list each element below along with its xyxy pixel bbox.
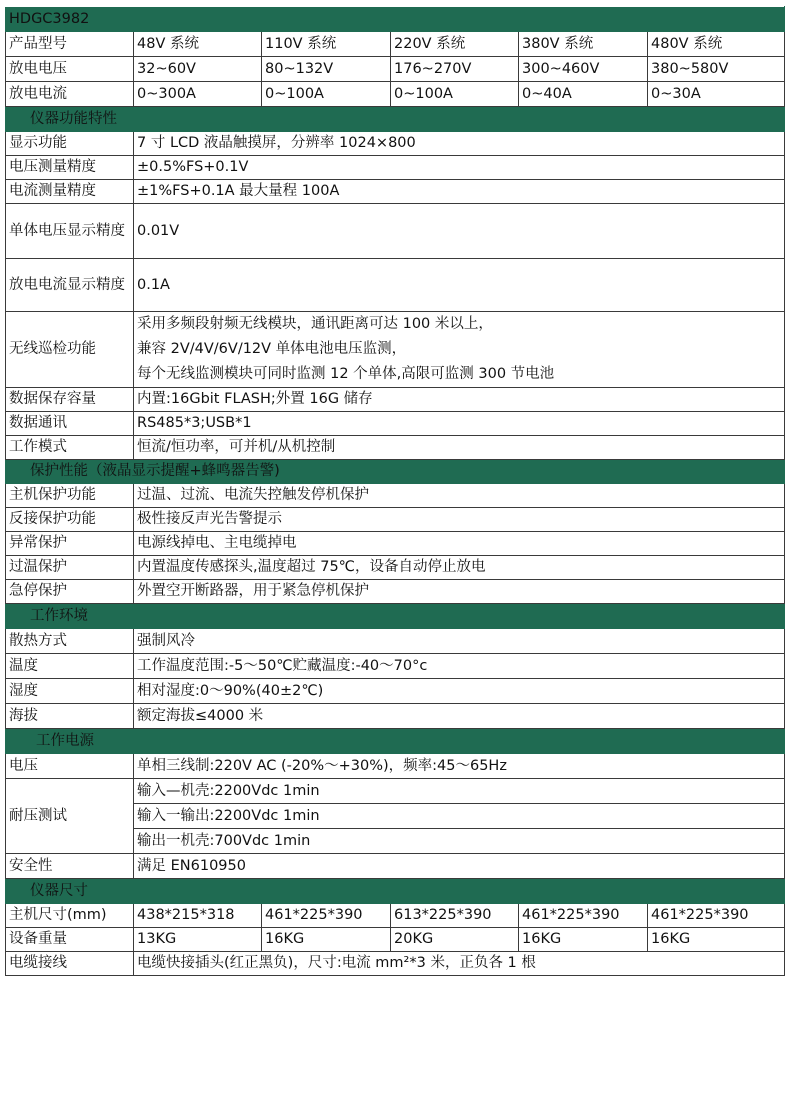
row-label: 异常保护 [6,532,134,556]
row-label: 耐压测试 [6,779,134,854]
cell-value: 461*225*390 [648,904,785,928]
section-header-power [6,729,785,754]
cell-value: 380V 系统 [519,32,648,57]
section-title: 工作环境 [6,604,785,629]
cell-value: 380~580V [648,57,785,82]
table-row [6,654,785,679]
cell-value: 80~132V [262,57,391,82]
cell-value: 16KG [262,928,391,952]
cell-value: 110V 系统 [262,32,391,57]
table-row [6,82,785,107]
section-title: 工作电源 [6,729,785,754]
cell-value: 613*225*390 [391,904,519,928]
row-value: ±1%FS+0.1A 最大量程 100A [134,180,785,204]
cell-value: 461*225*390 [262,904,391,928]
table-row [6,259,785,312]
row-value: 输入—机壳:2200Vdc 1min [134,779,785,804]
row-label: 主机尺寸(mm) [6,904,134,928]
row-value: 强制风冷 [134,629,785,654]
row-label: 电缆接线 [6,952,134,976]
cell-value: 0~100A [391,82,519,107]
table-row [6,854,785,879]
section-header-protection [6,460,785,484]
row-label: 电压 [6,754,134,779]
table-row [6,952,785,976]
row-label: 放电电流显示精度 [6,259,134,312]
row-value: 相对湿度:0～90%(40±2℃) [134,679,785,704]
row-label: 散热方式 [6,629,134,654]
row-label: 反接保护功能 [6,508,134,532]
row-label: 急停保护 [6,580,134,604]
row-value: 极性接反声光告警提示 [134,508,785,532]
row-value: RS485*3;USB*1 [134,412,785,436]
row-value: 工作温度范围:-5～50℃贮藏温度:-40～70°c [134,654,785,679]
table-row [6,904,785,928]
table-row [6,508,785,532]
table-row [6,629,785,654]
table-row [6,57,785,82]
row-value: 0.01V [134,204,785,259]
row-label: 设备重量 [6,928,134,952]
row-label: 显示功能 [6,132,134,156]
cell-value: 220V 系统 [391,32,519,57]
row-label: 放电电压 [6,57,134,82]
row-label: 电流测量精度 [6,180,134,204]
wireless-line: 兼容 2V/4V/6V/12V 单体电池电压监测， [137,341,407,357]
section-header-environment [6,604,785,629]
row-value: 0.1A [134,259,785,312]
row-value: 内置温度传感探头,温度超过 75℃，设备自动停止放电 [134,556,785,580]
table-row [6,484,785,508]
table-row [6,532,785,556]
row-value: 额定海拔≤4000 米 [134,704,785,729]
row-label: 电压测量精度 [6,156,134,180]
row-value [134,312,785,388]
cell-value: 176~270V [391,57,519,82]
table-row [6,779,785,804]
row-label: 主机保护功能 [6,484,134,508]
cell-value: 48V 系统 [134,32,262,57]
cell-value: 20KG [391,928,519,952]
row-value: 电缆快接插头(红正黑负)，尺寸:电流 mm²*3 米，正负各 1 根 [134,952,785,976]
spec-table [5,6,785,976]
table-row [6,204,785,259]
cell-value: 0~300A [134,82,262,107]
model-header-row [6,7,785,32]
wireless-line: 每个无线监测模块可同时监测 12 个单体,高限可监测 300 节电池 [137,366,555,382]
row-value: 过温、过流、电流失控触发停机保护 [134,484,785,508]
table-row [6,312,785,388]
row-value: ±0.5%FS+0.1V [134,156,785,180]
cell-value: 13KG [134,928,262,952]
row-label: 安全性 [6,854,134,879]
cell-value: 0~30A [648,82,785,107]
wireless-line: 采用多频段射频无线模块，通讯距离可达 100 米以上， [137,316,493,332]
cell-value: 300~460V [519,57,648,82]
section-title: 仪器功能特性 [6,107,785,132]
table-row [6,556,785,580]
table-row [6,412,785,436]
row-label: 工作模式 [6,436,134,460]
row-label: 过温保护 [6,556,134,580]
cell-value: 16KG [519,928,648,952]
table-row [6,388,785,412]
row-label: 放电电流 [6,82,134,107]
cell-value: 16KG [648,928,785,952]
model-title: HDGC3982 [6,7,785,32]
row-label: 产品型号 [6,32,134,57]
table-row [6,679,785,704]
table-row [6,704,785,729]
row-value: 电源线掉电、主电缆掉电 [134,532,785,556]
table-row [6,132,785,156]
row-value: 输入一输出:2200Vdc 1min [134,804,785,829]
row-value: 外置空开断路器，用于紧急停机保护 [134,580,785,604]
section-header-features [6,107,785,132]
cell-value: 480V 系统 [648,32,785,57]
row-value: 单相三线制:220V AC (-20%～+30%)，频率:45～65Hz [134,754,785,779]
table-row [6,580,785,604]
cell-value: 438*215*318 [134,904,262,928]
row-value: 内置:16Gbit FLASH;外置 16G 储存 [134,388,785,412]
row-label: 数据保存容量 [6,388,134,412]
row-value: 输出一机壳:700Vdc 1min [134,829,785,854]
row-label: 海拔 [6,704,134,729]
row-value: 恒流/恒功率，可并机/从机控制 [134,436,785,460]
table-row [6,32,785,57]
cell-value: 32~60V [134,57,262,82]
section-header-dimensions [6,879,785,904]
table-row [6,754,785,779]
table-row [6,180,785,204]
cell-value: 0~40A [519,82,648,107]
cell-value: 461*225*390 [519,904,648,928]
table-row [6,436,785,460]
row-value: 7 寸 LCD 液晶触摸屏，分辨率 1024×800 [134,132,785,156]
row-label: 单体电压显示精度 [6,204,134,259]
row-label: 数据通讯 [6,412,134,436]
section-title: 仪器尺寸 [6,879,785,904]
row-label: 温度 [6,654,134,679]
table-row [6,928,785,952]
cell-value: 0~100A [262,82,391,107]
table-row [6,156,785,180]
row-label: 无线巡检功能 [6,312,134,388]
row-value: 满足 EN610950 [134,854,785,879]
section-title: 保护性能（液晶显示提醒+蜂鸣器告警) [6,460,785,484]
row-label: 湿度 [6,679,134,704]
